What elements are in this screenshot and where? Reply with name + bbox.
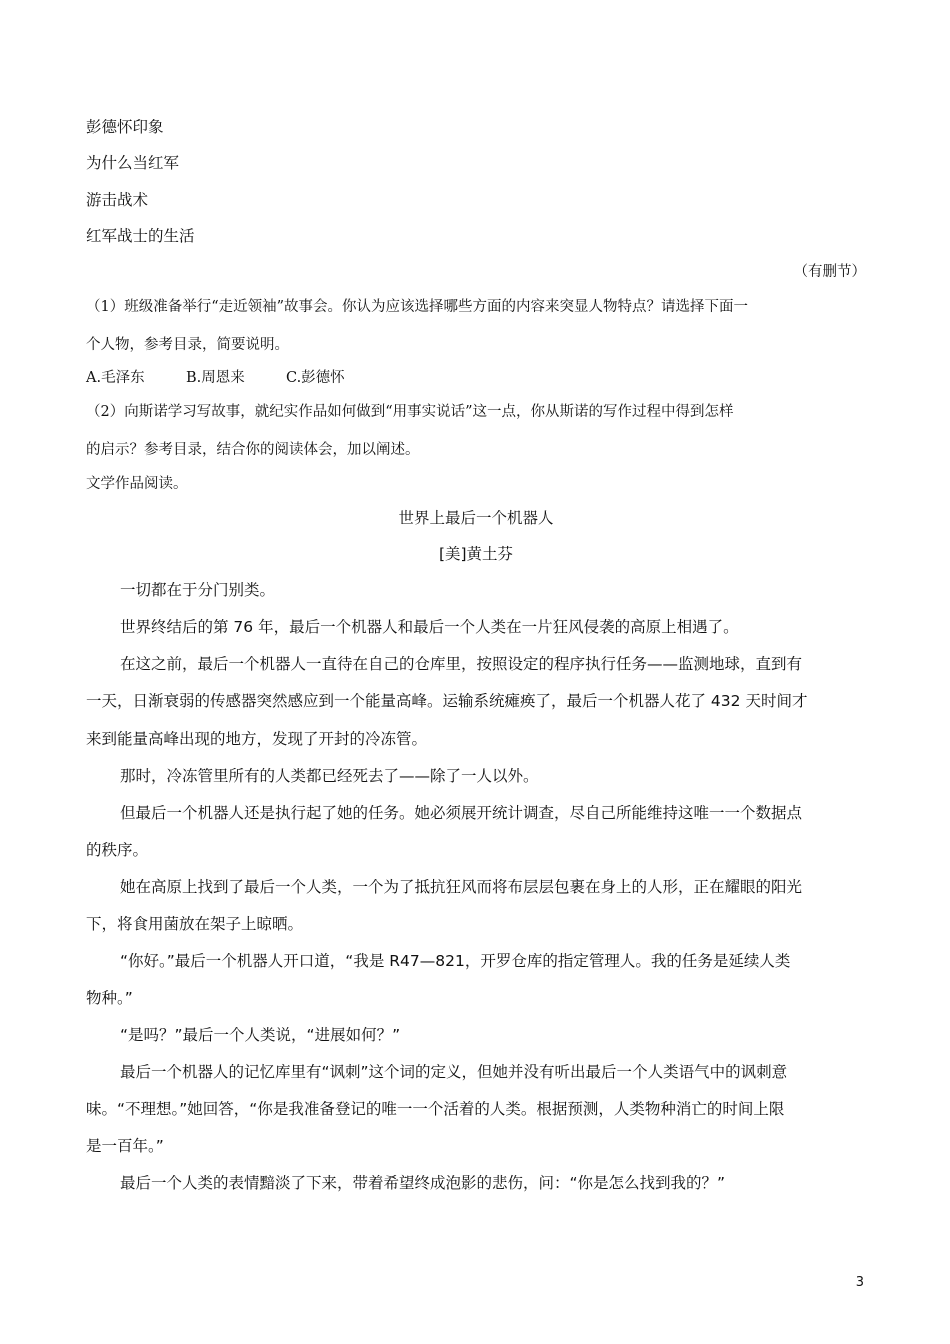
question-1-line: 个人物，参考目录，简要说明。	[86, 337, 289, 353]
question-1-line: （1）班级准备举行“走近领袖”故事会。你认为应该选择哪些方面的内容来突显人物特点？请选择下面一	[86, 299, 749, 315]
story-paragraph-line: 那时，冷冻管里所有的人类都已经死去了——除了一人以外。	[120, 767, 539, 785]
story-paragraph-line: 最后一个人类的表情黯淡了下来，带着希望终成泡影的悲伤，问：“你是怎么找到我的？”	[120, 1174, 726, 1192]
question-1-options	[86, 368, 866, 388]
story-author: [美]黄土芬	[438, 545, 514, 563]
story-paragraph-line: 最后一个机器人的记忆库里有“讽刺”这个词的定义，但她并没有听出最后一个人类语气中的讽刺意	[120, 1063, 788, 1081]
section-label: 文学作品阅读。	[86, 476, 188, 492]
option-b: B.周恩来	[186, 370, 245, 386]
story-paragraph-line: 世界终结后的第 76 年，最后一个机器人和最后一个人类在一片狂风侵袭的高原上相遇了。	[120, 618, 739, 636]
story-paragraph-line: 一天，日渐衰弱的传感器突然感应到一个能量高峰。运输系统瘫痪了，最后一个机器人花了 432 天时间才	[86, 692, 808, 710]
option-a: A.毛泽东	[86, 370, 145, 386]
page-number: 3	[855, 1275, 864, 1290]
story-paragraph-line: 是一百年。”	[86, 1137, 164, 1155]
story-paragraph-line: 来到能量高峰出现的地方，发现了开封的冷冻管。	[86, 730, 428, 748]
story-paragraph-line: 但最后一个机器人还是执行起了她的任务。她必须展开统计调查，尽自己所能维持这唯一一个数据点	[120, 804, 803, 822]
abridged-note: （有删节）	[793, 264, 866, 280]
story-paragraph-line: “是吗？”最后一个人类说，“进展如何？”	[120, 1026, 401, 1044]
toc-item: 彭德怀印象	[86, 118, 164, 136]
toc-item: 红军战士的生活	[86, 227, 195, 245]
option-c: C.彭德怀	[286, 370, 345, 386]
story-paragraph-line: “你好。”最后一个机器人开口道，“我是 R47—821，开罗仓库的指定管理人。我的任务是延续人类	[120, 952, 791, 970]
story-paragraph-line: 物种。”	[86, 989, 133, 1007]
story-paragraph-line: 她在高原上找到了最后一个人类，一个为了抵抗狂风而将布层层包裹在身上的人形，正在耀眼的阳光	[120, 878, 803, 896]
story-title: 世界上最后一个机器人	[398, 509, 554, 527]
story-paragraph-line: 在这之前，最后一个机器人一直待在自己的仓库里，按照设定的程序执行任务——监测地球，直到有	[120, 655, 803, 673]
toc-item: 游击战术	[86, 191, 149, 209]
story-paragraph-line: 味。“不理想。”她回答，“你是我准备登记的唯一一个活着的人类。根据预测，人类物种消亡的时间上限	[86, 1100, 785, 1118]
toc-item: 为什么当红军	[86, 154, 180, 172]
story-paragraph-line: 下，将食用菌放在架子上晾晒。	[86, 915, 304, 933]
question-2-line: 的启示？参考目录，结合你的阅读体会，加以阐述。	[86, 442, 420, 458]
story-paragraph-line: 的秩序。	[86, 841, 149, 859]
question-2-line: （2）向斯诺学习写故事，就纪实作品如何做到“用事实说话”这一点，你从斯诺的写作过程中得到怎样	[86, 404, 734, 420]
story-paragraph-line: 一切都在于分门别类。	[120, 581, 276, 599]
